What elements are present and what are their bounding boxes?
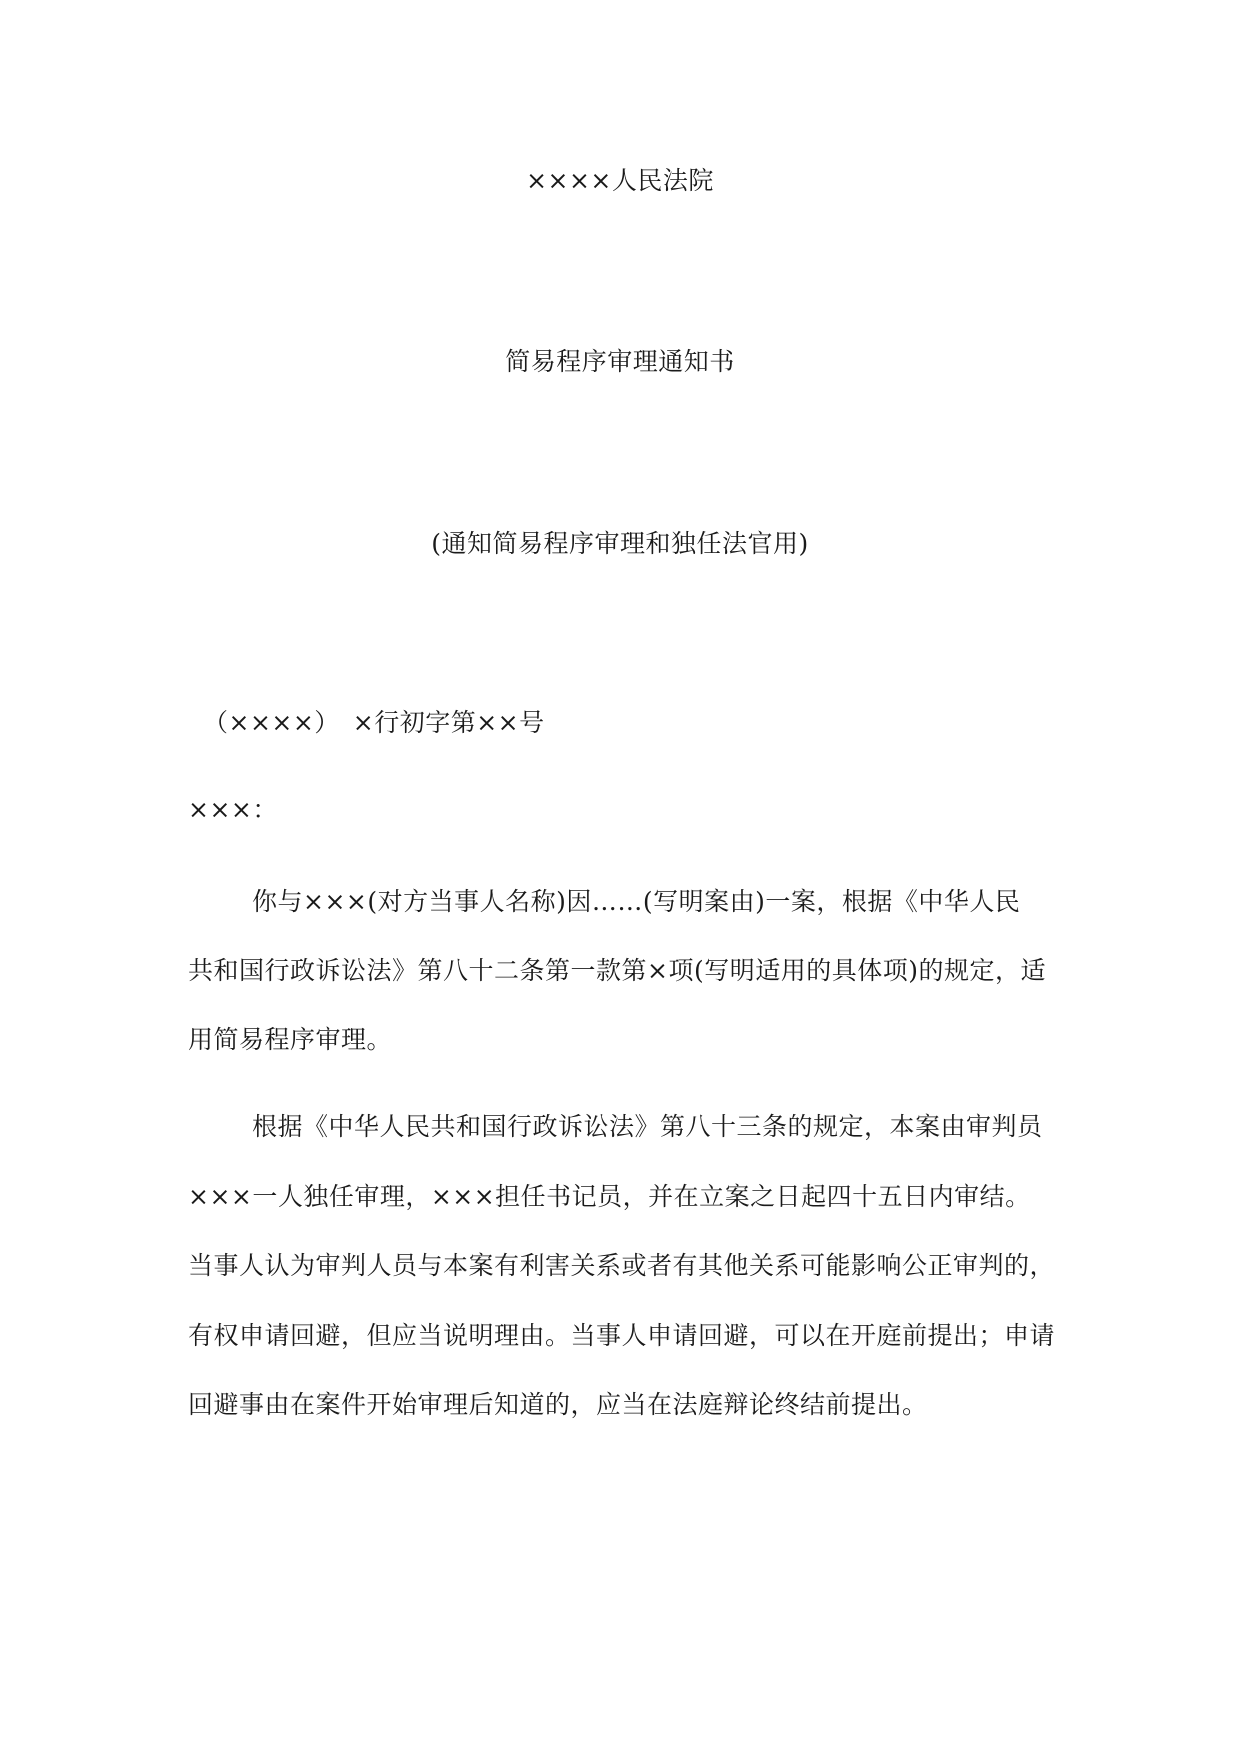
document-subtitle: (通知简易程序审理和独任法官用) — [431, 529, 809, 558]
paragraph2-line1: 根据《中华人民共和国行政诉讼法》第八十三条的规定，本案由审判员 — [252, 1112, 1043, 1141]
court-name: ××××人民法院 — [526, 166, 714, 195]
case-number: （××××） ×行初字第××号 — [203, 708, 545, 737]
paragraph1-line3: 用简易程序审理。 — [188, 1025, 393, 1054]
document-title: 简易程序审理通知书 — [505, 347, 735, 376]
paragraph2-line4: 有权申请回避，但应当说明理由。当事人申请回避，可以在开庭前提出；申请 — [188, 1321, 1056, 1350]
paragraph2-line3: 当事人认为审判人员与本案有利害关系或者有其他关系可能影响公正审判的， — [188, 1251, 1056, 1280]
paragraph1-line2: 共和国行政诉讼法》第八十二条第一款第×项(写明适用的具体项)的规定，适 — [188, 956, 1046, 985]
paragraph2-line2: ×××一人独任审理，×××担任书记员，并在立案之日起四十五日内审结。 — [188, 1182, 1031, 1211]
addressee: ×××： — [188, 795, 278, 824]
paragraph1-line1: 你与×××(对方当事人名称)因……(写明案由)一案，根据《中华人民 — [252, 887, 1021, 916]
paragraph2-line5: 回避事由在案件开始审理后知道的，应当在法庭辩论终结前提出。 — [188, 1390, 928, 1419]
